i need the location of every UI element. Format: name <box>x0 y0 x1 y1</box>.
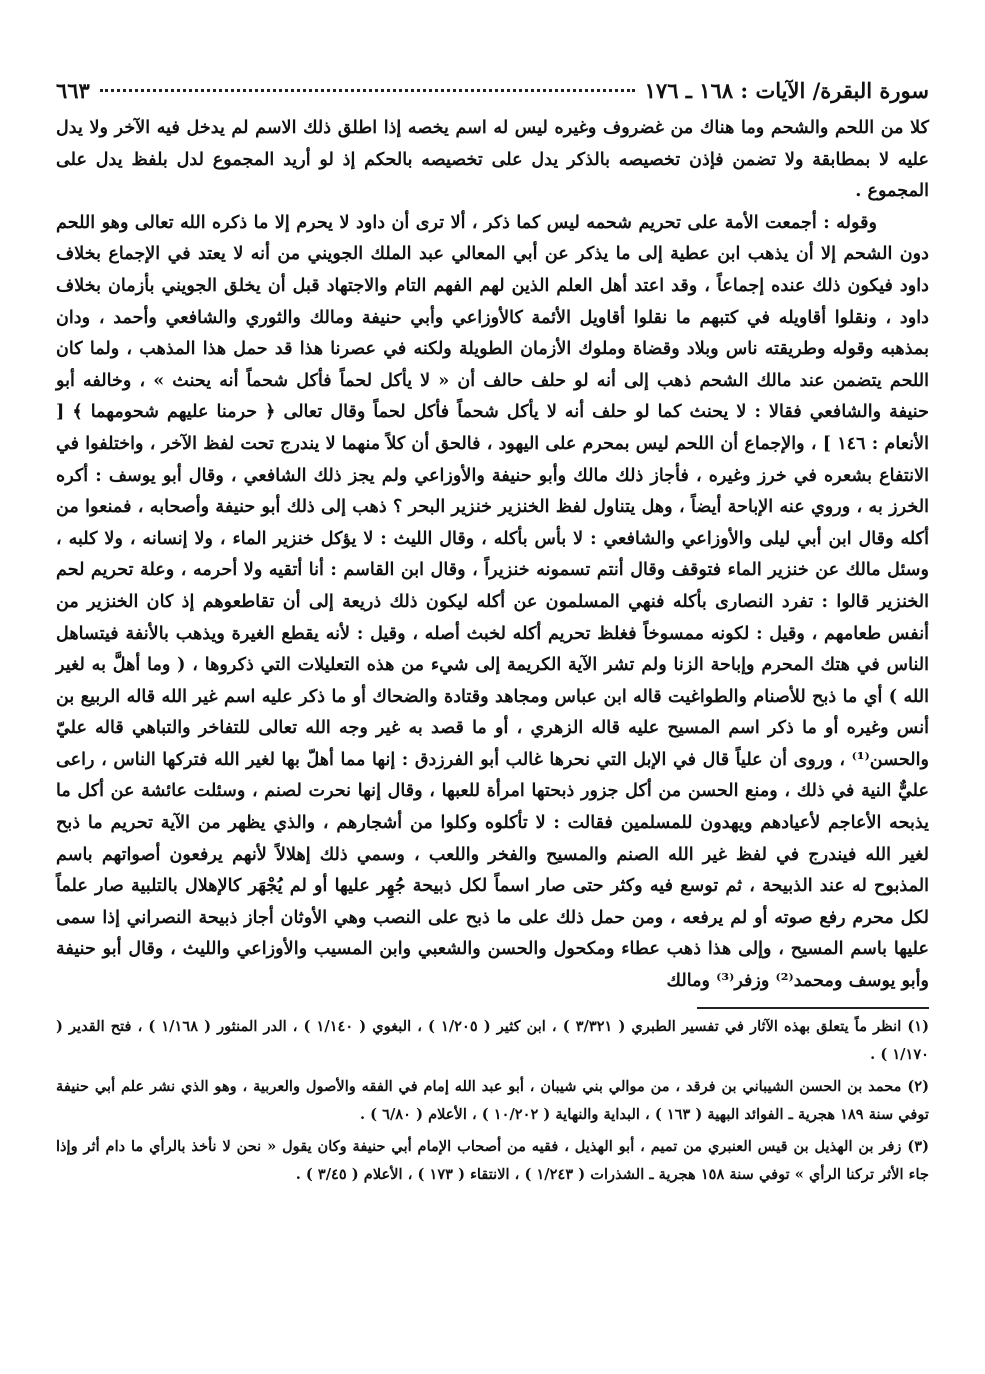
surah-title: سورة البقرة/ الآيات : ١٦٨ ـ ١٧٦ <box>644 78 929 103</box>
footnote-3-number: (٣) <box>907 1137 929 1155</box>
footnote-1-text: انظر ماً يتعلق بهذه الآثار في تفسير الطبري ( ٣/٣٢١ ) ، ابن كثير ( ١/٢٠٥ ) ، البغوي ( ١/١٤٠ ) ، الدر المنثور ( ١/١٦٨ ) ، فتح القدير ( ١/١٧٠ ) . <box>56 1017 929 1063</box>
running-header <box>56 78 929 108</box>
footnote-2-number: (٢) <box>907 1077 929 1095</box>
footnote-2 <box>56 1073 929 1129</box>
paragraph-continuation: كلا من اللحم والشحم وما هناك من غضروف وغيره ليس له اسم يخصه إذا اطلق ذلك الاسم لم يدخل فيه الآخر ولا يدل عليه لا بمطابقة ولا تضمن فإذن تخصيصه بالذكر يدل على تخصيصه بالحكم إذ لو أريد المجموع لدل بلفظ يدل على المجموع . <box>56 117 929 202</box>
footnote-2-text: محمد بن الحسن الشيباني بن فرقد ، من موالي بني شيبان ، أبو عبد الله إمام في الفقه والأصول والعربية ، وهو الذي نشر علم أبي حنيفة توفي سنة ١٨٩ هجرية ـ الفوائد البهية ( ١٦٣ ) ، البداية والنهاية ( ١٠/٢٠٢ ) ، الأعلام ( ٦/٨٠ ) . <box>56 1077 929 1123</box>
footnote-1 <box>56 1013 929 1069</box>
main-text <box>56 112 929 997</box>
footnote-3 <box>56 1133 929 1189</box>
paragraph-commentary: وقوله : أجمعت الأمة على تحريم شحمه ليس كما ذكر ، ألا ترى أن داود لا يحرم إلا ما ذكره الله تعالى وهو اللحم دون الشحم إلا أن يذهب ابن عطية إلى ما يذكر عن أبي المعالي عبد الملك الجويني من أنه لا يعتد في الإجماع بخلاف داود فيكون ذلك عنده إجماعاً ، وقد اعتد أهل العلم الذين لهم الفهم التام والاجتهاد قبل أن يخلق الجويني بأزمان بخلاف داود ، ونقلوا أقاويله في كتبهم ما نقلوا أقاويل الأئمة كالأوزاعي وأبي حنيفة ومالك والثوري والشافعي وأحمد ، ودان بمذهبه وقوله وطريقته ناس وبلاد وقضاة وملوك الأزمان الطويلة ولكنه في عصرنا هذا قد حمل هذا المذهب ، ولما كان اللحم يتضمن عند مالك الشحم ذهب إلى أنه لو حلف حالف أن « لا يأكل لحماً فأكل شحماً أنه يحنث » ، وخالفه أبو حنيفة والشافعي فقالا : لا يحنث كما لو حلف أنه لا يأكل شحماً فأكل لحماً وقال تعالى ﴿ حرمنا عليهم شحومهما ﴾ [ الأنعام : ١٤٦ ] ، والإجماع أن اللحم ليس بمحرم على اليهود ، فالحق أن كلاً منهما لا يندرج تحت لفظ الآخر ، واختلفوا في الانتفاع بشعره في خرز وغيره ، فأجاز ذلك مالك وأبو حنيفة والأوزاعي ولم يجز ذلك الشافعي ، وقال أبو يوسف : أكره الخرز به ، وروي عنه الإباحة أيضاً ، وهل يتناول لفظ الخنزير خنزير البحر ؟ ذهب إلى ذلك أبو حنيفة وأصحابه ، فمنعوا من أكله وقال ابن أبي ليلى والأوزاعي والشافعي : لا بأس بأكله ، وقال الليث : لا يؤكل خنزير الماء ، ولا إنسانه ، ولا كلبه ، وسئل مالك عن خنزير الماء فتوقف وقال أنتم تسمونه خنزيراً ، وقال ابن القاسم : أنا أتقيه ولا أحرمه ، وعلة تحريم لحم الخنزير قالوا : تفرد النصارى بأكله فنهي المسلمون عن أكله ليكون ذلك ذريعة إلى أن تقاطعوهم إذ كان الخنزير من أنفس طعامهم ، وقيل : لكونه ممسوخاً فغلظ تحريم أكله لخبث أصله ، وقيل : لأنه يقطع الغيرة ويذهب بالأنفة فيتساهل الناس في هتك المحرم وإباحة الزنا ولم تشر الآية الكريمة إلى شيء من هذه التعليلات التي ذكروها ، ( وما أهلَّ به لغير الله ) أي ما ذبح للأصنام والطواغيت قاله ابن عباس ومجاهد وقتادة والضحاك أو ما ذكر عليه اسم غير الله قاله الربيع بن أنس وغيره أو ما ذكر اسم المسيح عليه قاله الزهري ، أو ما قصد به غير وجه الله تعالى للتفاخر والتباهي قاله عليّ والحسن⁽¹⁾ ، وروى أن علياً قال في الإبل التي نحرها غالب أبو الفرزدق : إنها مما أهلّ بها لغير الله فتركها الناس ، راعى عليٌّ النية في ذلك ، ومنع الحسن من أكل جزور ذبحتها امرأة للعبها ، وقال إنها نحرت لصنم ، وسئلت عائشة عن أكل ما يذبحه الأعاجم لأعيادهم ويهدون للمسلمين فقالت : لا تأكلوه وكلوا من أشجارهم ، والذي يظهر من الآية تحريم ما ذبح لغير الله فيندرج في لفظ غير الله الصنم والمسيح والفخر واللعب ، وسمي ذلك إهلالاً لأنهم يرفعون أصواتهم باسم المذبوح له عند الذبيحة ، ثم توسع فيه وكثر حتى صار اسماً لكل ذبيحة جُهِر عليها أو لم يُجْهَر كالإهلال بالتلبية صار علماً لكل محرم رفع صوته أو لم يرفعه ، ومن حمل ذلك على ما ذبح على النصب وهي الأوثان أجاز ذبيحة النصراني إذا سمى عليها باسم المسيح ، وإلى هذا ذهب عطاء ومكحول والحسن والشعبي وابن المسيب والأوزاعي والليث ، وقال أبو حنيفة وأبو يوسف ومحمد⁽²⁾ وزفر⁽³⁾ ومالك <box>56 211 929 992</box>
footnote-separator <box>697 1007 929 1009</box>
footnote-1-number: (١) <box>907 1017 930 1035</box>
header-dotted-leader <box>100 89 635 92</box>
footnotes <box>56 1013 929 1189</box>
page-number: ٦٦٣ <box>56 78 90 103</box>
footnote-3-text: زفر بن الهذيل بن قيس العنبري من تميم ، أبو الهذيل ، فقيه من أصحاب الإمام أبي حنيفة وكان يقول « نحن لا نأخذ بالرأي ما دام أثر وإذا جاء الأثر تركنا الرأي » توفي سنة ١٥٨ هجرية ـ الشذرات ( ١/٢٤٣ ) ، الانتقاء ( ١٧٣ ) ، الأعلام ( ٣/٤٥ ) . <box>56 1137 929 1183</box>
